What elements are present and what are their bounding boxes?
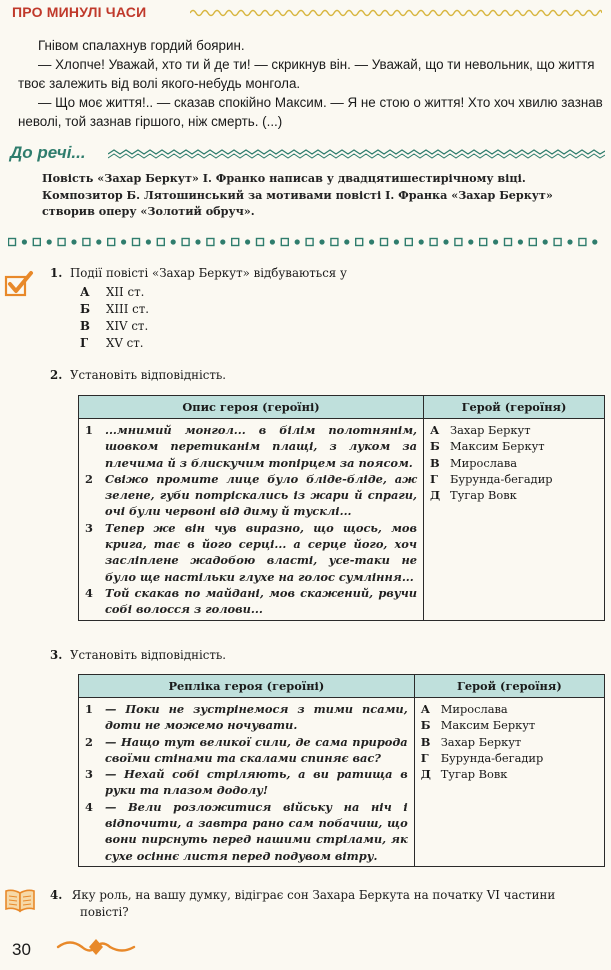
note-line: Композитор Б. Лятошинський за мотивами повісті І. Франка «Захар Беркут»	[42, 187, 553, 202]
divider-dot	[257, 239, 264, 246]
description-text: Той скакав по майдані, мов скажений, рвучи собі волосся з голови...	[105, 585, 418, 617]
to-the-point-header	[10, 143, 605, 167]
divider-dot	[245, 239, 250, 244]
ornament-icon	[56, 936, 136, 958]
to-the-point-note	[42, 170, 607, 220]
option-letter: Г	[80, 336, 89, 350]
replica-text: — Вели розложитися війську на ніч і відпочити, а завтра рано сам побачиш, що вони пирснуть перед нашими стрілами, як сухе осіннє листя перед подувом вітру.	[105, 799, 408, 863]
divider-dot	[133, 239, 140, 246]
question-text: Установіть відповідність.	[70, 368, 227, 382]
divider-dot	[455, 239, 462, 246]
checkmark-task-icon	[4, 270, 34, 298]
open-book-icon	[4, 887, 36, 913]
divider-dot	[344, 239, 349, 244]
option-text: XIII ст.	[106, 302, 150, 316]
question-text: Установіть відповідність.	[70, 648, 227, 662]
divider-dot	[480, 239, 487, 246]
divider-dot	[9, 239, 16, 246]
option-letter: В	[80, 319, 90, 333]
table-header: Герой (героїня)	[414, 675, 604, 698]
question-number: 1.	[50, 266, 63, 280]
divider-dot	[270, 239, 275, 244]
replica-item: 2 — Нащо тут великої сили, де сама природа своїми стінами та скалами спиняє вас?	[85, 734, 408, 765]
option-letter: А	[80, 285, 90, 299]
question-4	[50, 887, 610, 921]
answer-option[interactable]	[80, 301, 149, 318]
divider-dot	[71, 239, 76, 244]
divider-dot	[405, 239, 412, 246]
description-item: 4 Той скакав по майдані, мов скажений, рвучи собі волосся з голови...	[85, 585, 418, 617]
divider-dot	[493, 239, 498, 244]
heroes-cell	[424, 419, 605, 621]
to-the-point-wave-decoration	[108, 149, 605, 159]
description-text: Свіжо промите лице було бліде-бліде, аж зелене, губи потріскались із жари й спраги, очі були червоні від диму й тусклі...	[105, 471, 418, 519]
replica-text: — Нехай собі стріляють, а ви ратища в руки та плазом додолу!	[105, 767, 408, 798]
divider-dot	[394, 239, 399, 244]
table-header: Репліка героя (героїні)	[79, 675, 415, 698]
divider-dot	[443, 239, 448, 244]
replica-item: 3 — Нехай собі стріляють, а ви ратища в руки та плазом додолу!	[85, 767, 408, 798]
description-item: 2 Свіжо промите лице було бліде-бліде, аж зелене, губи потріскались із жари й спраги, очі були червоні від диму й тусклі...	[85, 471, 418, 519]
replica-item: 4 — Вели розложитися війську на ніч і відпочити, а завтра рано сам побачиш, що вони пирснуть перед нашими стрілами, як сухе осіннє листя перед подувом вітру.	[85, 799, 408, 863]
divider-dot	[22, 239, 27, 244]
hero-item: Г Бурунда-бегадир	[430, 471, 553, 486]
hero-item: Б Максим Беркут	[420, 718, 536, 733]
question-3	[50, 648, 590, 666]
divider-dot	[567, 239, 572, 244]
divider-dot	[419, 239, 424, 244]
table-header: Опис героя (героїні)	[79, 396, 424, 419]
table-header: Герой (героїня)	[424, 396, 605, 419]
replica-item: 1 — Поки не зустрінемося з тими псами, доти не можемо ночувати.	[85, 702, 408, 733]
divider-dot	[295, 239, 300, 244]
divider-dot	[554, 239, 561, 246]
matching-table-2	[78, 395, 605, 621]
question-2	[50, 368, 590, 386]
divider-dot	[96, 239, 101, 244]
hero-item: Б Максим Беркут	[430, 439, 545, 454]
hero-item: В Мирослава	[430, 455, 518, 470]
question-1	[50, 266, 590, 284]
descriptions-cell	[79, 419, 424, 621]
divider-dot	[579, 239, 586, 246]
hero-item: А Захар Беркут	[430, 423, 531, 437]
answer-option[interactable]	[80, 284, 149, 301]
divider-dot	[121, 239, 126, 244]
divider-dot	[369, 239, 374, 244]
matching-table-3	[78, 674, 605, 867]
question-number: 3.	[50, 648, 63, 662]
divider-dot	[281, 239, 288, 246]
note-line: створив оперу «Золотий обруч».	[42, 204, 255, 218]
divider-dot	[157, 239, 164, 246]
section-title: ПРО МИНУЛІ ЧАСИ	[12, 4, 147, 20]
option-text: XII ст.	[106, 285, 145, 299]
divider-dot	[331, 239, 338, 246]
divider-dot	[47, 239, 52, 244]
section-header	[0, 2, 611, 26]
hero-item: А Мирослава	[420, 702, 508, 716]
divider-dot	[306, 239, 313, 246]
divider-dot	[220, 239, 225, 244]
option-text: XV ст.	[106, 336, 144, 350]
q1-options	[80, 284, 149, 352]
divider-dot	[430, 239, 437, 246]
divider-dot	[592, 239, 597, 244]
option-letter: Б	[80, 302, 91, 316]
divider-dot	[195, 239, 200, 244]
divider-dot	[83, 239, 90, 246]
intro-line: — Хлопче! Уважай, хто ти й де ти! — скрикнув він. — Уважай, що ти невольник, що життя твоє залежить від волі якого-небудь монгола.	[18, 57, 595, 91]
intro-line: — Що моє життя!.. — сказав спокійно Максим. — Я не стою о життя! Хто хоч хвилю зазнав неволі, той зазнав гіршого, ніж смерть. (...)	[18, 95, 603, 129]
description-text: ...мнимий монгол... в білім полотнянім, шовком перетиканім плащі, з луком за плечима й з блискучим топірцем за поясом.	[105, 423, 418, 470]
note-line: Повість «Захар Беркут» І. Франко написав у двадцятишестирічному віці.	[42, 171, 526, 185]
divider-dot	[58, 239, 65, 246]
replica-text: — Нащо тут великої сили, де сама природа своїми стінами та скалами спиняє вас?	[105, 734, 408, 765]
page-number: 30	[12, 940, 31, 959]
intro-text	[18, 36, 603, 131]
heroes-cell	[414, 698, 604, 867]
divider-dot	[207, 239, 214, 246]
divider-dot	[232, 239, 239, 246]
divider-dot	[381, 239, 388, 246]
question-number: 2.	[50, 368, 63, 382]
header-wave-decoration	[190, 8, 602, 18]
hero-item: Д Тугар Вовк	[420, 767, 508, 782]
divider-dot	[33, 239, 40, 246]
description-item: 3 Тепер же він чув виразно, що щось, мов крига, тає в його серці... а серце його, хоч засліплене жадобою власті, усе-таки не було ще настільки глухе на голос сумління...	[85, 520, 418, 584]
divider-dot	[543, 239, 548, 244]
option-text: XIV ст.	[106, 319, 149, 333]
divider-dot	[171, 239, 176, 244]
divider-dot	[529, 239, 536, 246]
divider-dot	[146, 239, 151, 244]
divider-dot	[468, 239, 473, 244]
answer-option[interactable]	[80, 318, 149, 335]
hero-item: В Захар Беркут	[420, 734, 522, 749]
replica-text: — Поки не зустрінемося з тими псами, доти не можемо ночувати.	[105, 702, 408, 733]
dotted-divider	[8, 236, 606, 248]
question-text: Події повісті «Захар Беркут» відбуваються у	[70, 266, 347, 280]
to-the-point-title: До речі...	[10, 143, 86, 162]
question-number: 4.	[50, 888, 63, 902]
intro-line: Гнівом спалахнув гордий боярин.	[38, 38, 245, 53]
divider-dot	[108, 239, 115, 246]
divider-dot	[518, 239, 523, 244]
hero-item: Д Тугар Вовк	[430, 488, 517, 503]
divider-dot	[356, 239, 363, 246]
replicas-cell	[79, 698, 415, 867]
question-text: Яку роль, на вашу думку, відіграє сон Захара Беркута на початку VI частини	[71, 888, 556, 902]
divider-dot	[505, 239, 512, 246]
description-item: 1 ...мнимий монгол... в білім полотнянім, шовком перетиканім плащі, з луком за плечима й з блискучим топірцем за поясом.	[85, 423, 418, 470]
question-text: повісті?	[80, 905, 129, 919]
divider-dot	[182, 239, 189, 246]
description-text: Тепер же він чув виразно, що щось, мов крига, тає в його серці... а серце його, хоч засліплене жадобою власті, усе-таки не було ще настільки глухе на голос сумління...	[105, 520, 418, 584]
answer-option[interactable]	[80, 335, 149, 352]
hero-item: Г Бурунда-бегадир	[420, 750, 544, 765]
divider-dot	[319, 239, 324, 244]
